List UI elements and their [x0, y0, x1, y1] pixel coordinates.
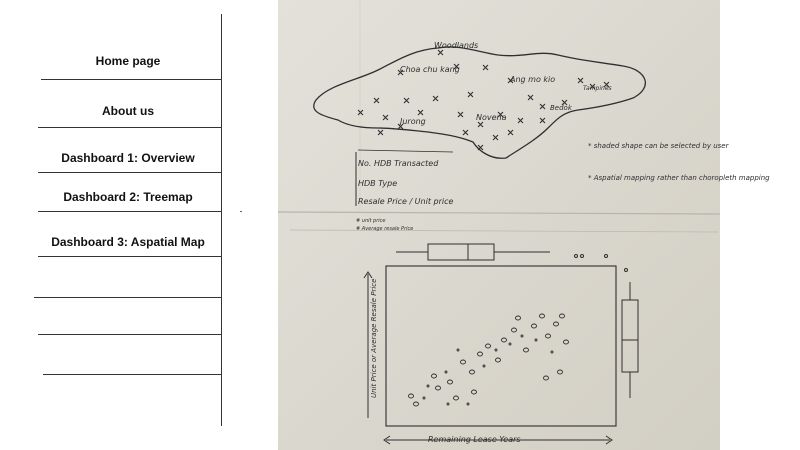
nav-dashboard-treemap[interactable]: Dashboard 2: Treemap [63, 190, 193, 204]
nav-divider [38, 256, 221, 257]
nav-divider [41, 79, 221, 80]
label-bedok: Bedok [550, 104, 572, 112]
label-jurong: Jurong [400, 117, 426, 126]
label-choa-chu-kang: Choa chu kang [400, 65, 460, 74]
label-woodlands: Woodlands [434, 41, 479, 50]
stray-dot [240, 211, 242, 212]
small-note-unit-price: # unit price [356, 218, 386, 224]
nav-divider [38, 172, 221, 173]
nav-dashboard-aspatial-map[interactable]: Dashboard 3: Aspatial Map [51, 235, 205, 249]
sidebar-border [221, 14, 222, 426]
nav-divider [34, 297, 221, 298]
note-aspatial: * Aspatial mapping rather than choropleth mapping [588, 174, 770, 182]
nav-divider [38, 211, 221, 212]
scatter-frame [386, 266, 616, 426]
nav-dashboard-overview[interactable]: Dashboard 1: Overview [61, 151, 195, 165]
sketch-photo [278, 0, 770, 450]
nav-about-us[interactable]: About us [102, 104, 154, 118]
small-note-average-resale: # Average resale Price [356, 226, 414, 232]
nav-home[interactable]: Home page [95, 54, 161, 68]
legend-resale-price: Resale Price / Unit price [358, 197, 454, 206]
nav-divider [38, 334, 221, 335]
nav-divider [43, 374, 221, 375]
note-shaded-shape: * shaded shape can be selected by user [588, 142, 729, 150]
map-markers [358, 50, 609, 150]
label-novena: Novena [476, 113, 507, 122]
label-tampines: Tampines [583, 85, 612, 92]
top-boxplot [396, 244, 608, 260]
sketch-drawing [278, 0, 770, 450]
legend-hdb-transacted: No. HDB Transacted [358, 159, 439, 168]
nav-divider [38, 127, 221, 128]
legend-hdb-type: HDB Type [358, 179, 398, 188]
label-ang-mo-kio: Ang mo kio [510, 75, 556, 84]
right-boxplot [622, 269, 638, 399]
sidebar [0, 0, 225, 450]
y-axis-label: Unit Price or Average Resale Price [370, 278, 378, 398]
scatter-points [409, 314, 569, 406]
x-axis-label: Remaining Lease Years [428, 435, 521, 444]
